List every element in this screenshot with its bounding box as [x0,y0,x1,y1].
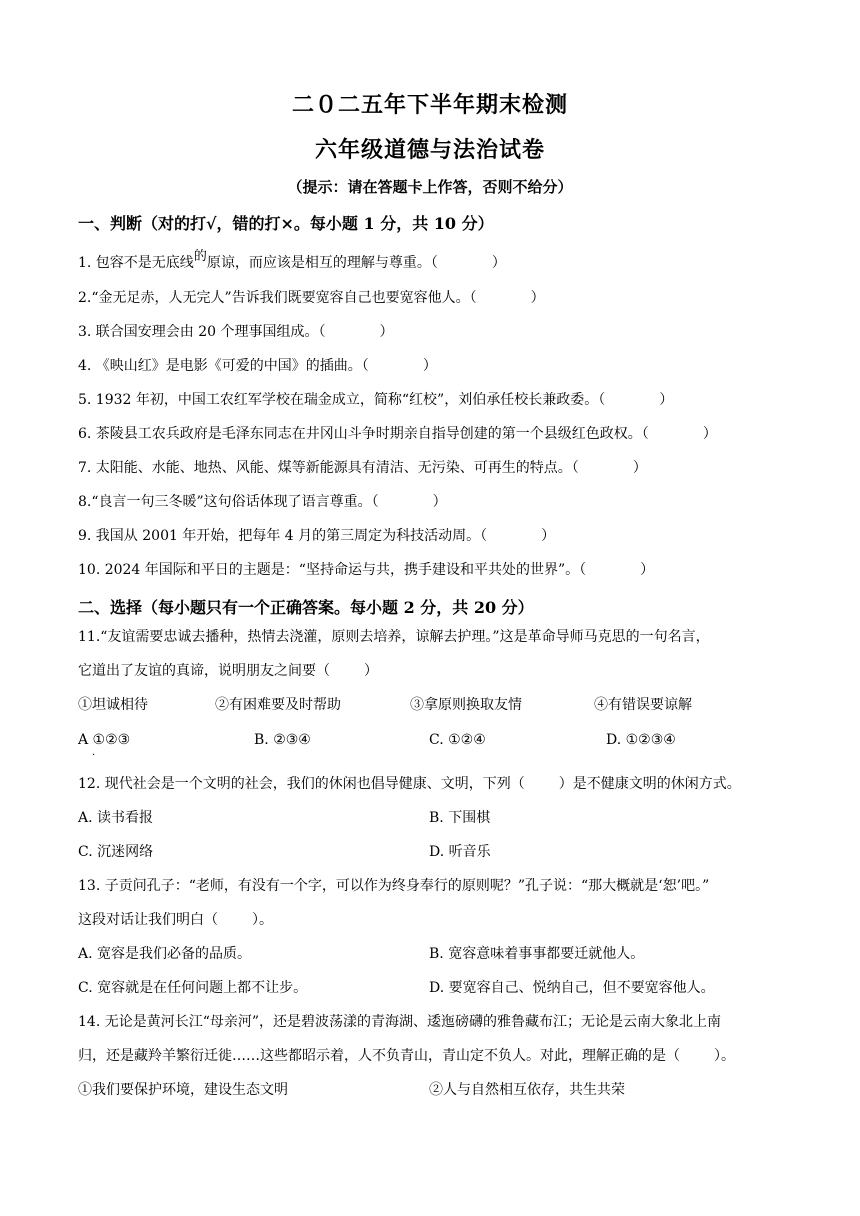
statement-2: ②人与自然相互依存，共生共荣 [429,1082,625,1098]
paren-close: ） [702,426,717,442]
option-c: C. 宽容就是在任何问题上都不让步。 [78,980,308,996]
question-superscript: 的 [193,249,207,264]
paren-close: ） [432,494,447,510]
question-1 [78,249,506,273]
option-b: B. 宽容意味着事事都要迁就他人。 [429,946,645,962]
question-13-line-2 [78,911,273,929]
option-d: D. ①②③④ [606,732,676,748]
question-14-line-1: 14. 无论是黄河长江“母亲河”，还是碧波荡漾的青海湖、逶迤磅礴的雅鲁藏布江；无论是云南大象北上南 [78,1014,722,1030]
question-11-line-1: 11.“友谊需要忠诚去播种，热情去浇灌，原则去培养，谅解去护理。”这是革命导师马克思的一句名言， [78,629,710,645]
paren-close: ）。 [252,912,273,928]
question-text: 3. 联合国安理会由 20 个理事国组成。（ [78,324,326,340]
option-a: A. 读书看报 [78,810,154,826]
option-c: C. 沉迷网络 [78,844,154,860]
paren-close: ） [640,562,655,578]
question-text: 归，还是藏羚羊繁衍迁徙……这些都昭示着，人不负青山，青山定不负人。对此，理解正确的是（ [78,1048,680,1064]
statement-4: ④有错误要谅解 [594,697,692,713]
exam-hint: （提示：请在答题卡上作答，否则不给分） [287,178,573,196]
statement-3: ③拿原则换取友情 [410,697,522,713]
question-text: 2.“金无足赤，人无完人”告诉我们既要宽容自己也要宽容他人。（ [78,290,477,306]
option-b: B. 下围棋 [429,810,491,826]
section-heading-judgment: 一、判断（对的打√，错的打×。每小题 1 分，共 10 分） [78,214,494,233]
question-8 [78,493,447,511]
statement-1: ①坦诚相待 [78,697,148,713]
statement-2: ②有困难要及时帮助 [215,697,341,713]
exam-subtitle: 六年级道德与法治试卷 [314,137,545,163]
question-10 [78,561,654,579]
section-heading-choice: 二、选择（每小题只有一个正确答案。每小题 2 分，共 20 分） [78,598,534,617]
question-text: 5. 1932 年初，中国工农红军学校在瑞金成立，简称“红校”，刘伯承任校长兼政委。（ [78,392,606,408]
option-a: A. 宽容是我们必备的品质。 [78,946,252,962]
question-14-line-2 [78,1047,735,1065]
question-text: 它道出了友谊的真谛，说明朋友之间要（ [78,663,330,679]
option-d: D. 要宽容自己、悦纳自己，但不要宽容他人。 [429,980,715,996]
paren-close: ）。 [714,1048,735,1064]
option-b: B. ②③④ [254,732,311,748]
question-text: 6. 茶陵县工农兵政府是毛泽东同志在井冈山斗争时期亲自指导创建的第一个县级红色政权。（ [78,426,649,442]
question-6 [78,425,717,443]
paren-close: ） [541,528,556,544]
paren-close: ） [530,290,545,306]
question-text: 这段对话让我们明白（ [78,912,218,928]
paren-close: ） [364,663,378,679]
option-d: D. 听音乐 [429,844,491,860]
question-text: 10. 2024 年国际和平日的主题是：“坚持命运与共，携手建设和平共处的世界”。（ [78,562,587,578]
exam-title: 二０二五年下半年期末检测 [291,92,568,118]
question-text: 1. 包容不是无底线 [78,255,194,271]
question-text: 原谅，而应该是相互的理解与尊重。（ [206,255,438,271]
question-2 [78,289,545,307]
paren-close: ） [379,324,394,340]
option-a: A ①②③ [78,732,131,748]
question-4 [78,357,437,375]
stray-dot-mark: · [92,750,96,761]
option-c: C. ①②④ [429,732,486,748]
question-7 [78,459,647,477]
question-text: 9. 我国从 2001 年开始，把每年 4 月的第三周定为科技活动周。（ [78,528,488,544]
question-5 [78,391,673,409]
question-text: 7. 太阳能、水能、地热、风能、煤等新能源具有清洁、无污染、可再生的特点。（ [78,460,579,476]
question-text: ）是不健康文明的休闲方式。 [558,776,741,792]
question-9 [78,527,555,545]
question-text: 8.“良言一句三冬暖”这句俗话体现了语言尊重。（ [78,494,379,510]
question-text: 12. 现代社会是一个文明的社会，我们的休闲也倡导健康、文明，下列（ [78,776,525,792]
paren-close: ） [659,392,674,408]
question-3 [78,323,394,341]
question-text: 4. 《映山红》是电影《可爱的中国》的插曲。（ [78,358,369,374]
statement-1: ①我们要保护环境，建设生态文明 [78,1082,288,1098]
paren-close: ） [422,358,437,374]
paren-close: ） [632,460,647,476]
paren-close: ） [491,255,506,271]
question-11-line-2 [78,662,378,680]
question-12-line-1 [78,775,741,793]
question-13-line-1: 13. 子贡问孔子：“老师，有没有一个字，可以作为终身奉行的原则呢？”孔子说：“那大概就是‘恕’吧。” [78,878,710,894]
